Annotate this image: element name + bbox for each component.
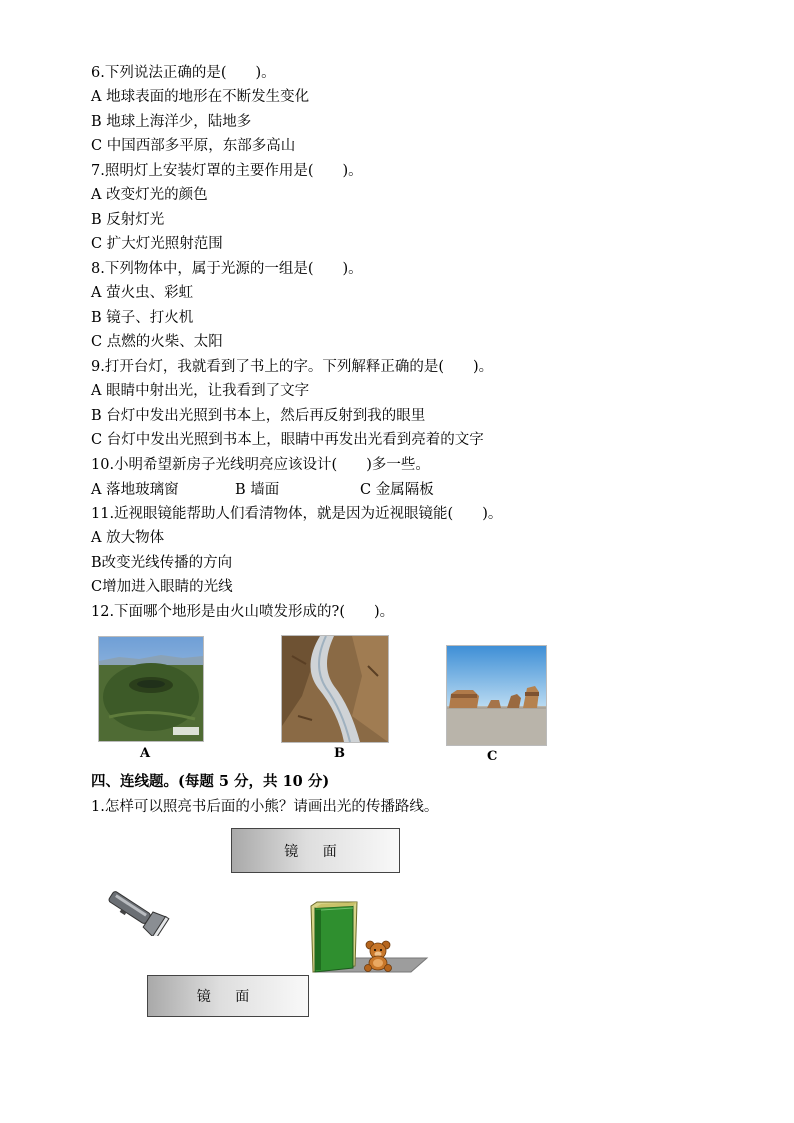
question-11-stem: 11.近视眼镜能帮助人们看清物体，就是因为近视眼镜能( )。 [91, 506, 503, 522]
question-7-option-c: C 扩大灯光照射范围 [91, 236, 223, 252]
question-7-stem: 7.照明灯上安装灯罩的主要作用是( )。 [91, 163, 363, 179]
question-9-option-a: A 眼睛中射出光，让我看到了文字 [91, 383, 310, 399]
mirror-bottom-label: 镜 面 [196, 989, 260, 1005]
question-12-stem: 12.下面哪个地形是由火山喷发形成的?( )。 [91, 604, 395, 620]
canyon-river-image [281, 635, 389, 743]
question-9-option-c: C 台灯中发出光照到书本上，眼睛中再发出光看到亮着的文字 [91, 432, 484, 448]
question-10-option-c: C 金属隔板 [360, 482, 434, 498]
teddy-bear-icon [360, 940, 396, 972]
question-11-option-c: C增加进入眼睛的光线 [91, 579, 233, 595]
question-7-option-b: B 反射灯光 [91, 212, 165, 228]
question-8-option-b: B 镜子、打火机 [91, 310, 194, 326]
question-6-stem: 6.下列说法正确的是( )。 [91, 65, 276, 81]
mirror-bottom [147, 975, 309, 1017]
question-10-option-b: B 墙面 [235, 482, 280, 498]
image-label-b: B [334, 746, 345, 761]
flashlight-icon [102, 890, 174, 936]
volcano-crater-image [98, 636, 204, 742]
question-7-option-a: A 改变灯光的颜色 [91, 187, 208, 203]
question-6-option-b: B 地球上海洋少，陆地多 [91, 114, 252, 130]
question-8-option-c: C 点燃的火柴、太阳 [91, 334, 223, 350]
question-11-option-a: A 放大物体 [91, 530, 165, 546]
image-label-a: A [140, 746, 151, 761]
mirror-top-label: 镜 面 [284, 843, 347, 860]
question-10-option-a: A 落地玻璃窗 [91, 482, 179, 498]
question-10-stem: 10.小明希望新房子光线明亮应该设计( )多一些。 [91, 457, 430, 473]
question-9-option-b: B 台灯中发出光照到书本上，然后再反射到我的眼里 [91, 408, 426, 424]
image-label-c: C [487, 749, 498, 764]
question-6-option-a: A 地球表面的地形在不断发生变化 [91, 89, 310, 105]
section-4-question-1: 1.怎样可以照亮书后面的小熊？请画出光的传播路线。 [91, 799, 439, 815]
question-11-option-b: B改变光线传播的方向 [91, 555, 233, 571]
question-8-option-a: A 萤火虫、彩虹 [91, 285, 194, 301]
question-8-stem: 8.下列物体中，属于光源的一组是( )。 [91, 261, 363, 277]
desert-rock-image [446, 645, 547, 746]
section-4-heading: 四、连线题。(每题 5 分，共 10 分) [91, 773, 330, 790]
question-9-stem: 9.打开台灯，我就看到了书上的字。下列解释正确的是( )。 [91, 359, 494, 375]
question-6-option-c: C 中国西部多平原，东部多高山 [91, 138, 296, 154]
mirror-top [231, 828, 400, 873]
